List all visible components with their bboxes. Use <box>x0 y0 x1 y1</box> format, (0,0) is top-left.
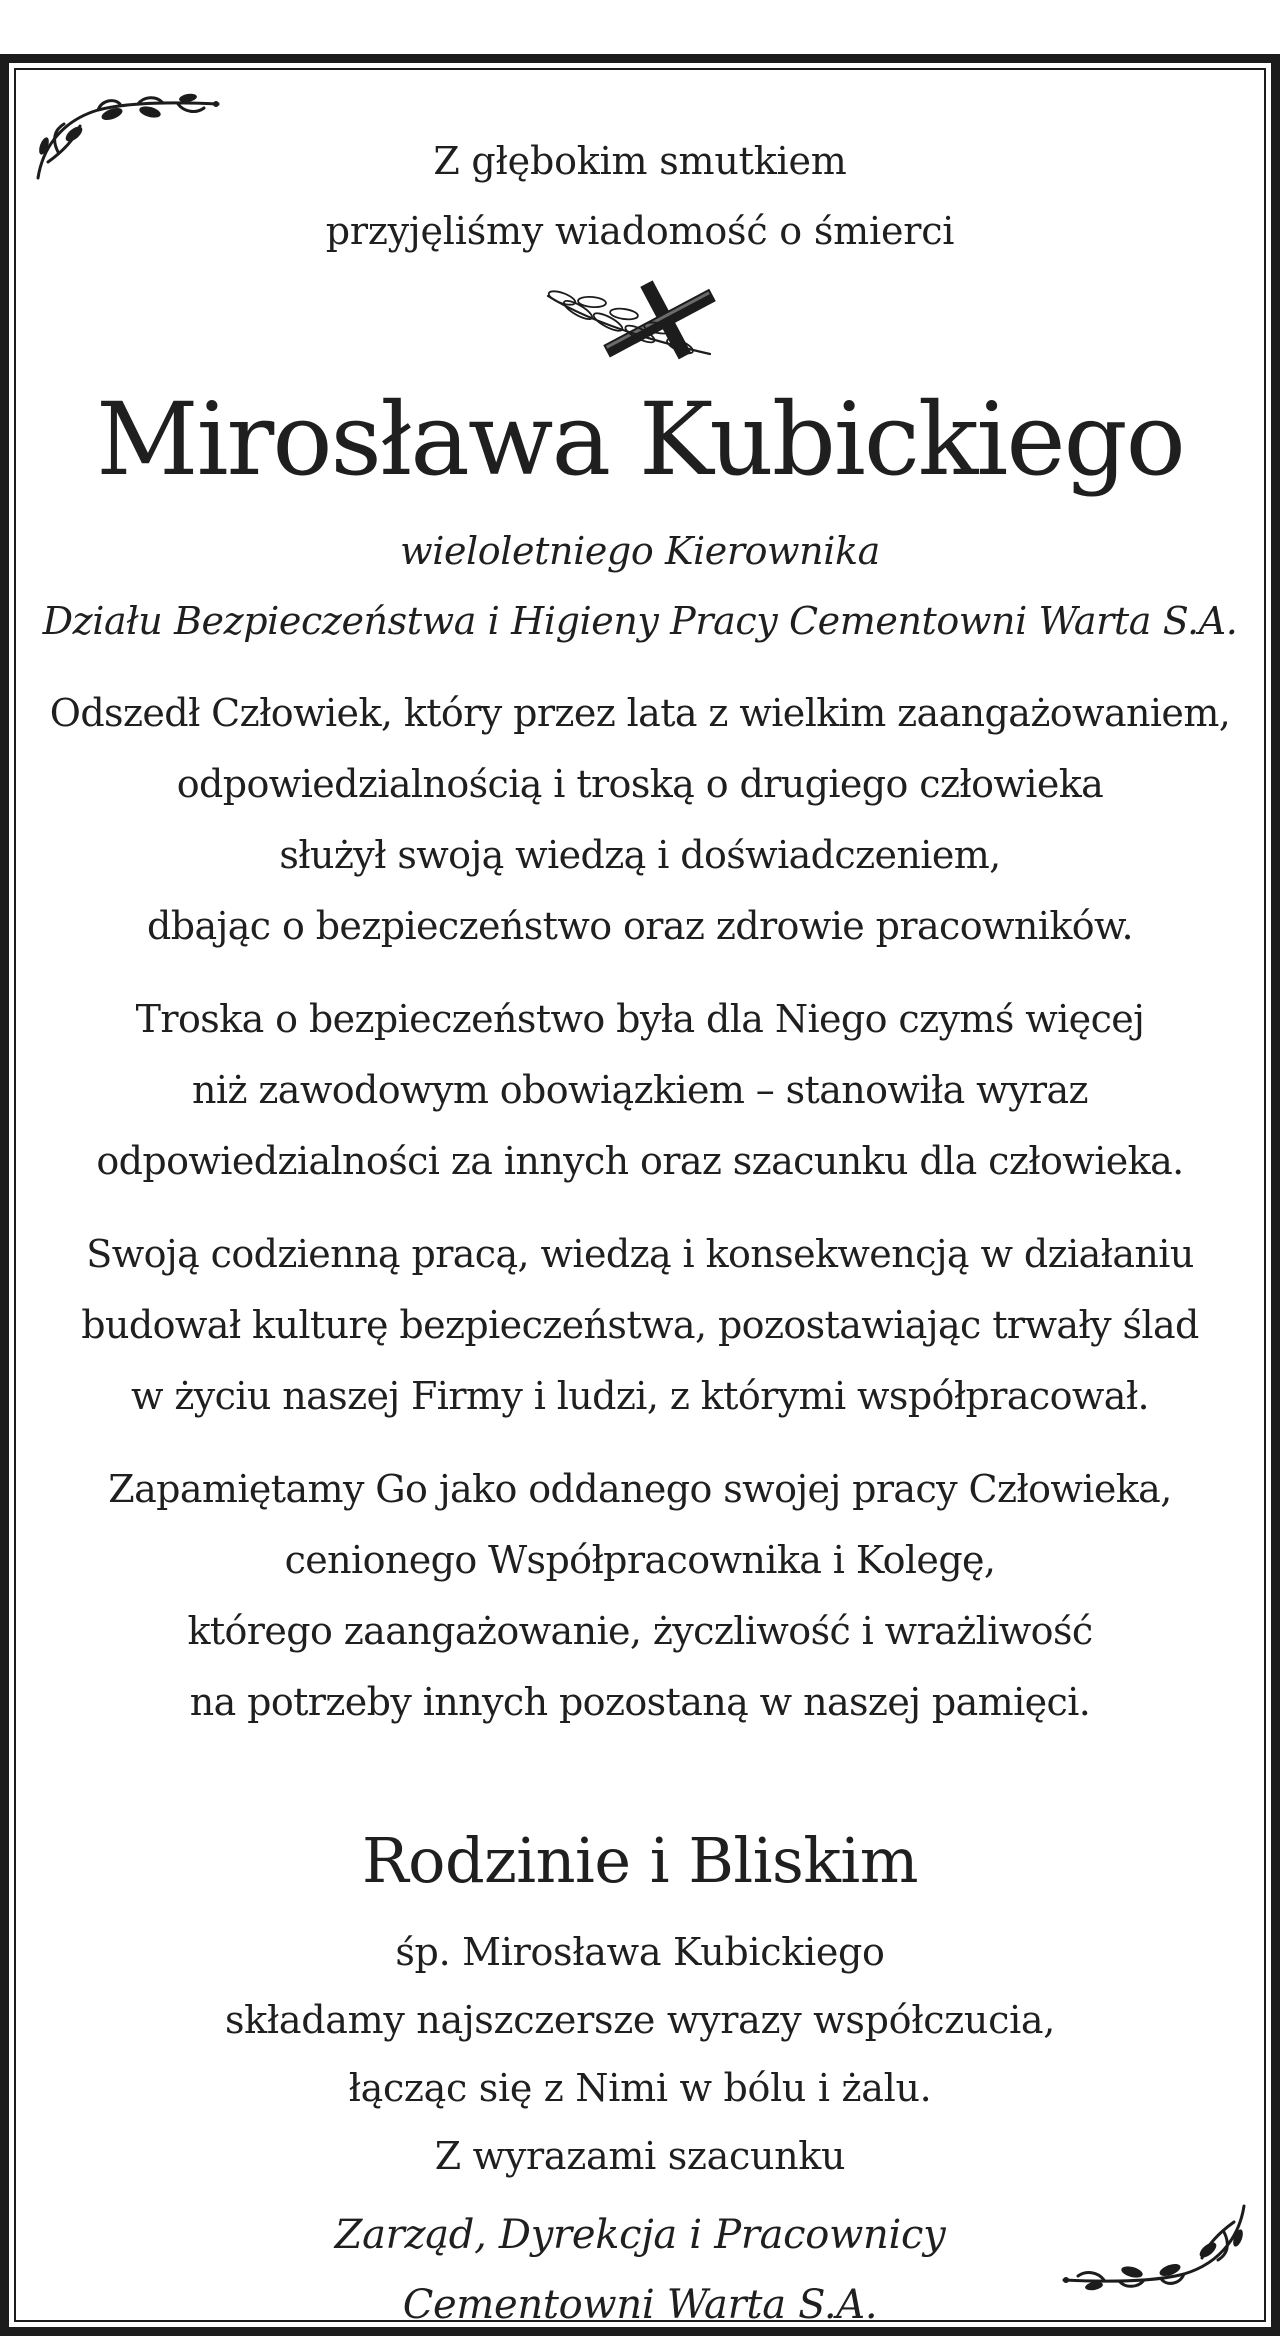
condolence-heading: Rodzinie i Bliskim <box>361 1824 919 1897</box>
paragraph-line: Odszedł Człowiek, który przez lata z wielkim zaangażowaniem, <box>49 691 1231 735</box>
paragraph-line: odpowiedzialnością i troską o drugiego człowieka <box>176 762 1104 806</box>
condolence-line: łącząc się z Nimi w bólu i żalu. <box>348 2066 932 2110</box>
opening-line: Z głębokim smutkiem <box>433 139 847 183</box>
opening-text <box>20 126 1260 266</box>
role-line: Działu Bezpieczeństwa i Higieny Pracy Cementowni Warta S.A. <box>42 599 1238 643</box>
role-line: wieloletniego Kierownika <box>400 529 880 573</box>
paragraph-line: niż zawodowym obowiązkiem – stanowiła wyraz <box>192 1068 1088 1112</box>
paragraph-3 <box>20 1219 1260 1432</box>
paragraph-line: Swoją codzienną pracą, wiedzą i konsekwencją w działaniu <box>86 1232 1194 1276</box>
paragraph-line: odpowiedzialności za innych oraz szacunku dla człowieka. <box>96 1139 1184 1183</box>
obituary-content <box>20 68 1260 2340</box>
opening-line: przyjęliśmy wiadomość o śmierci <box>325 209 955 253</box>
paragraph-2 <box>20 984 1260 1197</box>
paragraph-line: którego zaangażowanie, życzliwość i wrażliwość <box>187 1609 1093 1653</box>
condolence-text <box>20 1918 1260 2190</box>
deceased-role <box>20 516 1260 656</box>
paragraph-line: na potrzeby innych pozostaną w naszej pamięci. <box>189 1680 1091 1724</box>
paragraph-line: służył swoją wiedzą i doświadczeniem, <box>279 833 1001 877</box>
cross-with-palm-branch-icon <box>540 276 740 372</box>
condolence-line: śp. Mirosława Kubickiego <box>395 1930 885 1974</box>
paragraph-line: w życiu naszej Firmy i ludzi, z którymi współpracował. <box>130 1374 1150 1418</box>
deceased-name: Mirosława Kubickiego <box>96 381 1184 498</box>
signature-line: Zarząd, Dyrekcja i Pracownicy <box>334 2212 946 2258</box>
condolence-line: Z wyrazami szacunku <box>434 2134 846 2178</box>
paragraph-line: cenionego Współpracownika i Kolegę, <box>284 1538 996 1582</box>
paragraph-1 <box>20 678 1260 962</box>
paragraph-line: Zapamiętamy Go jako oddanego swojej pracy Człowieka, <box>108 1467 1172 1511</box>
paragraph-4 <box>20 1454 1260 1738</box>
condolence-line: składamy najszczersze wyrazy współczucia, <box>224 1998 1056 2042</box>
floral-corner-ornament-icon <box>1058 2196 1254 2292</box>
paragraph-line: budował kulturę bezpieczeństwa, pozostawiając trwały ślad <box>81 1303 1199 1347</box>
paragraph-line: dbając o bezpieczeństwo oraz zdrowie pracowników. <box>147 904 1133 948</box>
signature-line: Cementowni Warta S.A. <box>402 2282 878 2328</box>
paragraph-line: Troska o bezpieczeństwo była dla Niego czymś więcej <box>135 997 1145 1041</box>
